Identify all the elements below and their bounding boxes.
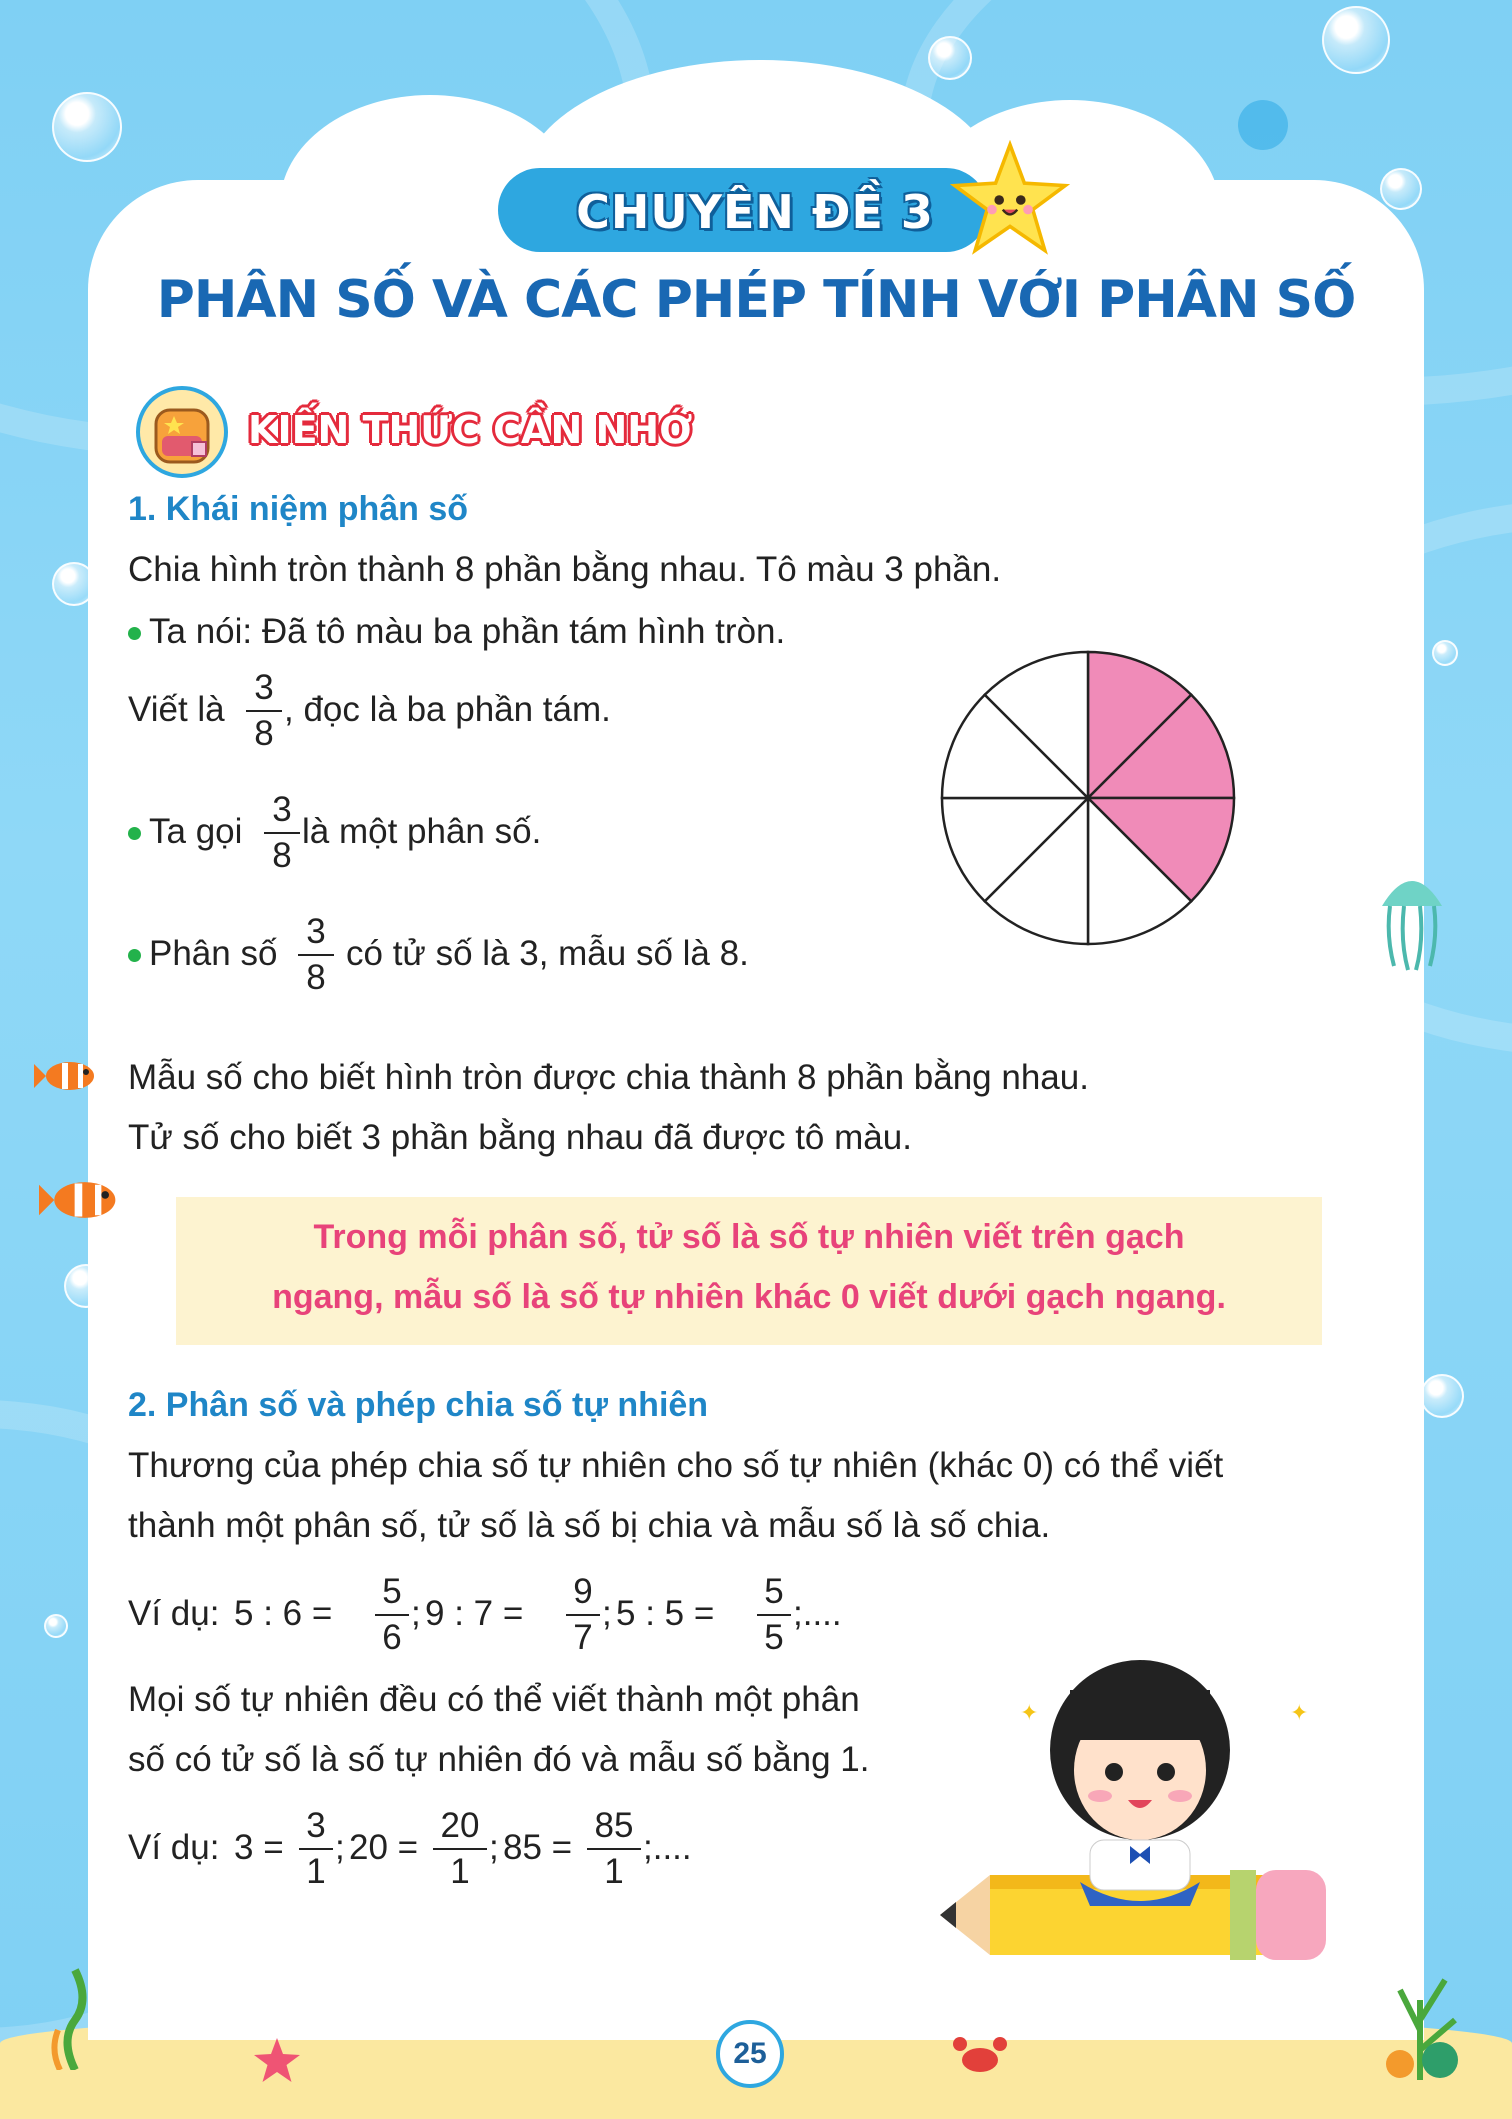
example-separator: ;....	[643, 1828, 692, 1867]
fraction	[433, 1806, 487, 1892]
bullet-dot	[128, 949, 141, 962]
fraction-bar	[299, 1848, 333, 1850]
fraction-numerator: 3	[254, 668, 274, 707]
svg-text:✦: ✦	[1290, 1701, 1309, 1726]
fraction	[757, 1572, 791, 1658]
fraction-bar	[298, 954, 334, 956]
crab-icon	[950, 2032, 1010, 2078]
example-expression: 9 : 7 =	[425, 1594, 524, 1633]
fraction-bar	[264, 832, 300, 834]
paragraph-line: Mọi số tự nhiên đều có thể viết thành một phân	[128, 1680, 860, 1719]
section-heading: 1. Khái niệm phân số	[128, 490, 469, 528]
paragraph-line: số có tử số là số tự nhiên đó và mẫu số bằng 1.	[128, 1740, 870, 1779]
fraction-bar	[246, 710, 282, 712]
example-expression: 20 =	[349, 1828, 419, 1867]
example-expression: 85 =	[503, 1828, 573, 1867]
fraction	[298, 912, 334, 998]
fraction-numerator: 3	[306, 912, 326, 951]
fraction	[264, 790, 300, 876]
bullet-line	[128, 812, 242, 852]
section-badge: KIẾN THỨC CẦN NHỚ	[248, 408, 693, 452]
bullet-line	[128, 934, 277, 974]
fraction-denominator: 8	[272, 836, 292, 875]
example-expression: 5 : 5 =	[616, 1594, 715, 1633]
bullet-text: có tử số là 3, mẫu số là 8.	[346, 934, 749, 973]
fraction-denominator: 7	[573, 1618, 593, 1657]
fraction-numerator: 3	[272, 790, 292, 829]
example-separator: ;....	[793, 1594, 842, 1633]
bubble-decoration	[52, 92, 122, 162]
fraction-denominator: 8	[254, 714, 274, 753]
fraction-numerator: 3	[306, 1806, 326, 1845]
fraction-numerator: 9	[573, 1572, 593, 1611]
bullet-text: Phân số	[149, 934, 278, 973]
intro-text: Chia hình tròn thành 8 phần bằng nhau. Tô màu 3 phần.	[128, 550, 1002, 589]
note-line: Trong mỗi phân số, tử số là số tự nhiên viết trên gạch	[313, 1218, 1185, 1256]
clownfish-icon	[36, 1172, 126, 1228]
bubble-decoration	[1420, 1374, 1464, 1418]
example-separator: ;	[489, 1828, 499, 1867]
bubble-decoration	[44, 1614, 68, 1638]
fraction-denominator: 1	[306, 1852, 326, 1891]
coral-icon	[1360, 1940, 1480, 2080]
write-suffix: , đọc là ba phần tám.	[284, 690, 611, 729]
fraction-bar	[433, 1848, 487, 1850]
fraction-denominator: 1	[604, 1852, 624, 1891]
denominator-note: Mẫu số cho biết hình tròn được chia thành 8 phần bằng nhau.	[128, 1058, 1089, 1097]
seaweed-icon	[40, 1960, 110, 2070]
bullet-text: Ta gọi	[149, 812, 243, 851]
bubble-decoration	[1322, 6, 1390, 74]
example-separator: ;	[335, 1828, 345, 1867]
bubble-decoration	[1380, 168, 1422, 210]
fraction-bar	[757, 1614, 791, 1616]
paragraph-line: thành một phân số, tử số là số bị chia và mẫu số là số chia.	[128, 1506, 1051, 1545]
bullet-text: Ta nói: Đã tô màu ba phần tám hình tròn.	[149, 612, 786, 651]
star-mascot-icon	[950, 140, 1070, 260]
fraction-denominator: 6	[382, 1618, 402, 1657]
example-separator: ;	[411, 1594, 421, 1633]
bullet-line	[128, 612, 785, 652]
example-expression: 5 : 6 =	[234, 1594, 333, 1633]
bullet-text: là một phân số.	[302, 812, 542, 851]
fraction	[375, 1572, 409, 1658]
fraction-numerator: 85	[594, 1806, 634, 1845]
section-heading: 2. Phân số và phép chia số tự nhiên	[128, 1386, 709, 1424]
clownfish-icon	[34, 1054, 100, 1098]
fraction-denominator: 1	[450, 1852, 470, 1891]
fraction-numerator: 20	[440, 1806, 480, 1845]
example-label: Ví dụ:	[128, 1594, 220, 1633]
jellyfish-icon	[1372, 866, 1452, 976]
fraction-bar	[566, 1614, 600, 1616]
example-label: Ví dụ:	[128, 1828, 220, 1867]
write-prefix: Viết là	[128, 690, 225, 729]
circle-fraction-diagram	[936, 646, 1240, 950]
fraction-denominator: 5	[764, 1618, 784, 1657]
backpack-icon	[132, 380, 232, 480]
paragraph-line: Thương của phép chia số tự nhiên cho số tự nhiên (khác 0) có thể viết	[128, 1446, 1224, 1485]
background-dot	[1238, 100, 1288, 150]
bullet-dot	[128, 827, 141, 840]
fraction	[566, 1572, 600, 1658]
fraction-numerator: 5	[764, 1572, 784, 1611]
fraction-bar	[375, 1614, 409, 1616]
bubble-decoration	[1432, 640, 1458, 666]
fraction	[246, 668, 282, 754]
numerator-note: Tử số cho biết 3 phần bằng nhau đã được tô màu.	[128, 1118, 912, 1157]
svg-text:✦: ✦	[1020, 1701, 1039, 1726]
starfish-icon	[250, 2036, 304, 2086]
page-title: PHÂN SỐ VÀ CÁC PHÉP TÍNH VỚI PHÂN SỐ	[156, 270, 1356, 330]
example-separator: ;	[602, 1594, 612, 1633]
fraction	[299, 1806, 333, 1892]
bullet-dot	[128, 627, 141, 640]
example-expression: 3 =	[234, 1828, 284, 1867]
fraction	[587, 1806, 641, 1892]
note-line: ngang, mẫu số là số tự nhiên khác 0 viết dưới gạch ngang.	[272, 1278, 1226, 1316]
chapter-title: CHUYÊN ĐỀ 3	[576, 185, 934, 239]
fraction-bar	[587, 1848, 641, 1850]
fraction-numerator: 5	[382, 1572, 402, 1611]
bubble-decoration	[928, 36, 972, 80]
page-number: 25	[716, 2020, 784, 2088]
girl-on-pencil-illustration	[930, 1650, 1340, 1990]
fraction-denominator: 8	[306, 958, 326, 997]
